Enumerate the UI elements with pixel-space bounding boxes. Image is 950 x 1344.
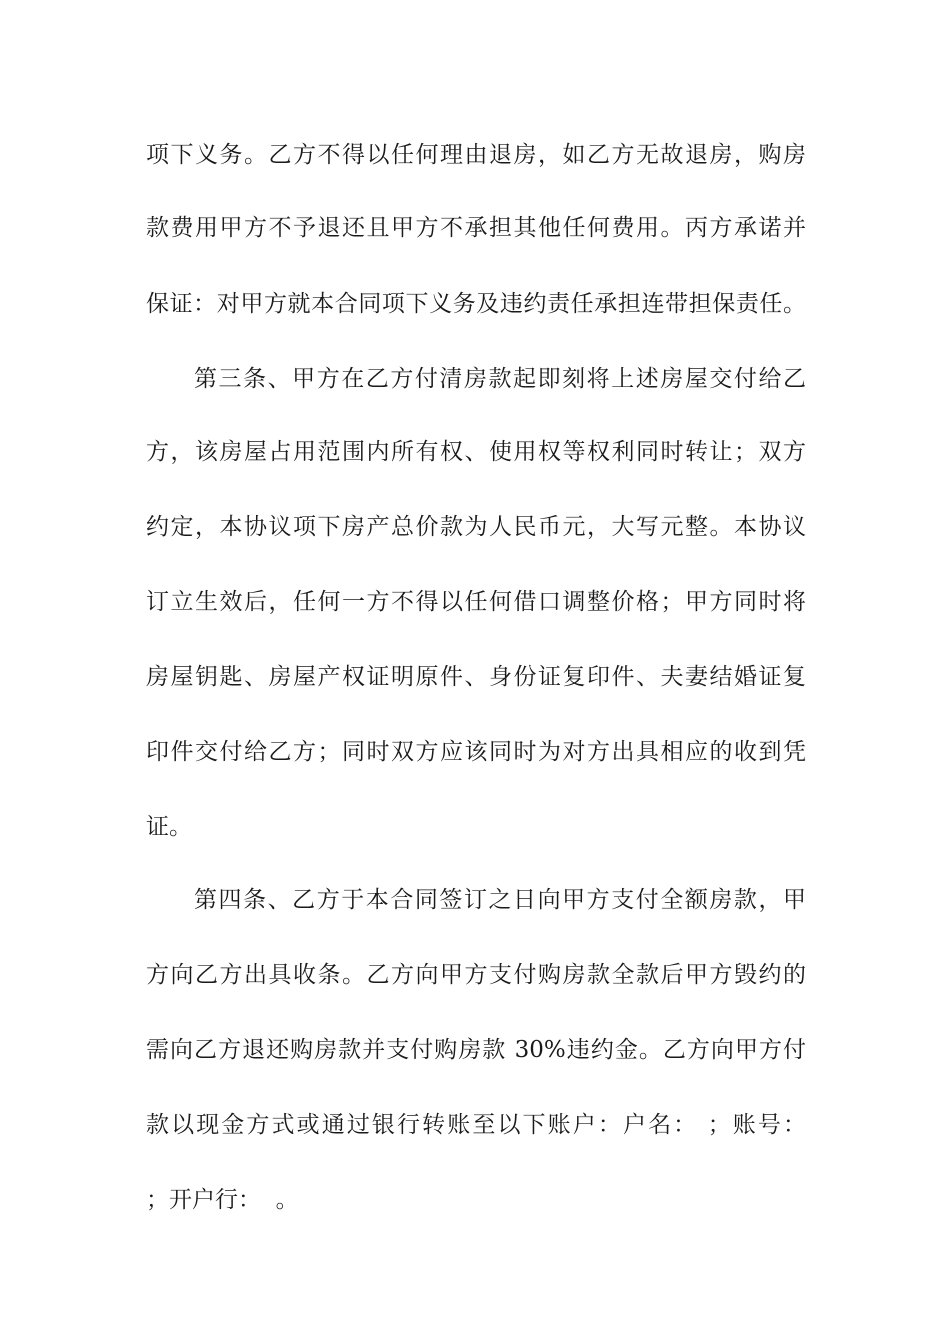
text-line: 印件交付给乙方；同时双方应该同时为对方出具相应的收到凭 [146, 739, 806, 765]
text-line: 约定，本协议项下房产总价款为人民币元，大写元整。本协议 [146, 514, 806, 540]
text-line: 保证：对甲方就本合同项下义务及违约责任承担连带担保责任。 [146, 291, 806, 317]
text-line: 证。 [146, 814, 192, 840]
text-line: 方向乙方出具收条。乙方向甲方支付购房款全款后甲方毁约的 [146, 962, 806, 988]
text-line: 方，该房屋占用范围内所有权、使用权等权利同时转让；双方 [146, 439, 806, 465]
text-line: 款费用甲方不予退还且甲方不承担其他任何费用。丙方承诺并 [146, 215, 806, 241]
text-line: 需向乙方退还购房款并支付购房款 30%违约金。乙方向甲方付 [146, 1037, 806, 1063]
text-line: ；开户行： 。 [146, 1187, 299, 1213]
text-line: 订立生效后，任何一方不得以任何借口调整价格；甲方同时将 [146, 589, 806, 615]
text-line: 第三条、甲方在乙方付清房款起即刻将上述房屋交付给乙 [194, 366, 806, 392]
text-line: 项下义务。乙方不得以任何理由退房，如乙方无故退房，购房 [146, 142, 806, 168]
text-line: 款以现金方式或通过银行转账至以下账户：户名： ；账号： [146, 1112, 806, 1138]
text-line: 第四条、乙方于本合同签订之日向甲方支付全额房款，甲 [194, 887, 806, 913]
text-line: 房屋钥匙、房屋产权证明原件、身份证复印件、夫妻结婚证复 [146, 664, 806, 690]
